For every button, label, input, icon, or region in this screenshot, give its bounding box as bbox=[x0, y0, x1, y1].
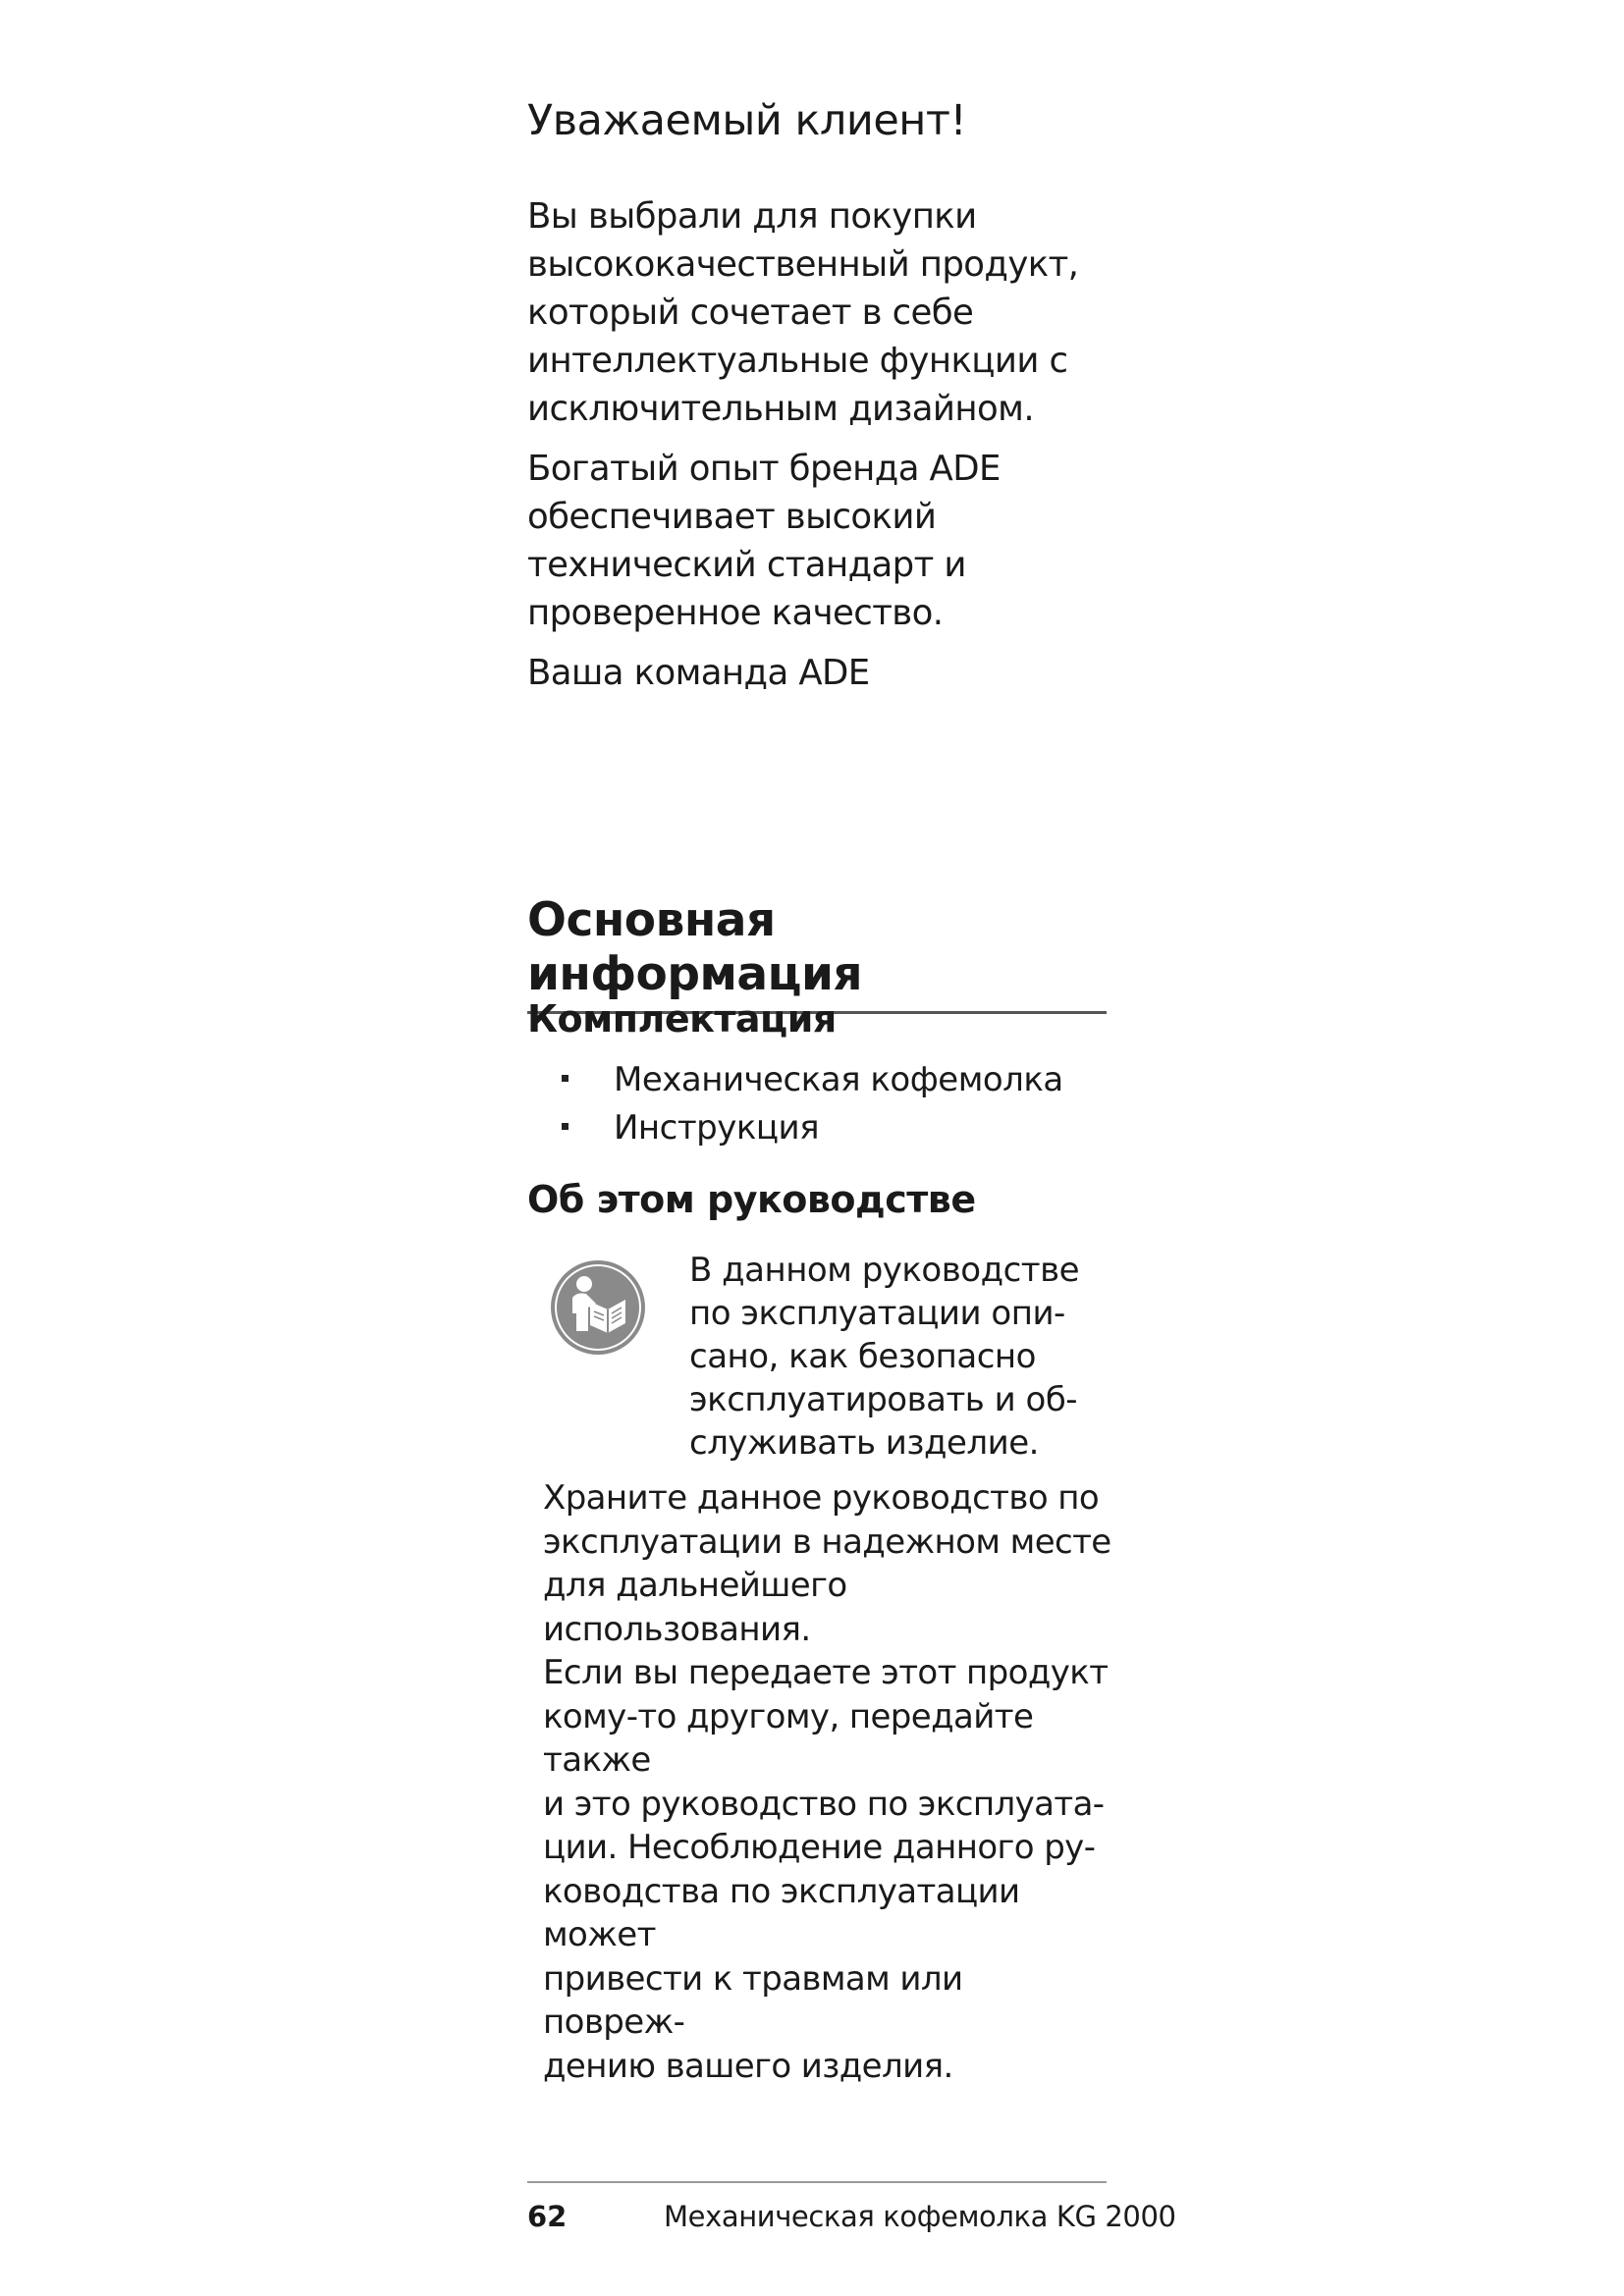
text-line: служивать изделие. bbox=[689, 1423, 1039, 1463]
text-line: Богатый опыт бренда ADE bbox=[527, 449, 1001, 489]
text-line: ции. Несоблюдение данного ру- bbox=[543, 1828, 1096, 1867]
text-line: сано, как безопасно bbox=[689, 1337, 1036, 1376]
text-line: эксплуатации в надежном месте bbox=[543, 1522, 1111, 1562]
bullet-icon bbox=[562, 1075, 568, 1082]
intro-paragraph-2 bbox=[527, 445, 1116, 637]
text-line: кому-то другому, передайте также bbox=[543, 1696, 1034, 1780]
text-line: по эксплуатации опи- bbox=[689, 1294, 1065, 1333]
package-contents-title: Комплектация bbox=[527, 997, 837, 1041]
package-contents-list bbox=[560, 1056, 1063, 1152]
about-manual-title: Об этом руководстве bbox=[527, 1178, 976, 1221]
text-line: и это руководство по эксплуата- bbox=[543, 1784, 1105, 1824]
text-line: для дальнейшего использования. bbox=[543, 1566, 847, 1649]
text-line: интеллектуальные функции с bbox=[527, 341, 1068, 381]
text-line: дению вашего изделия. bbox=[543, 2046, 953, 2086]
signature: Ваша команда ADE bbox=[527, 653, 870, 693]
intro-text bbox=[527, 192, 1116, 709]
list-item bbox=[560, 1104, 1063, 1152]
text-line: технический стандарт и bbox=[527, 545, 966, 585]
text-line: который сочетает в себе bbox=[527, 293, 974, 333]
greeting-title: Уважаемый клиент! bbox=[527, 96, 967, 145]
intro-paragraph-1 bbox=[527, 192, 1116, 433]
manual-description bbox=[689, 1249, 1102, 1465]
bullet-icon bbox=[562, 1123, 568, 1130]
text-line: привести к травмам или повреж- bbox=[543, 1958, 963, 2042]
footer-divider bbox=[527, 2181, 1107, 2183]
section-title: Основная информация bbox=[527, 893, 1107, 1014]
list-item-label: Механическая кофемолка bbox=[614, 1060, 1063, 1099]
text-line: высококачественный продукт, bbox=[527, 244, 1079, 285]
text-line: исключительным дизайном. bbox=[527, 389, 1035, 429]
text-line: эксплуатировать и об- bbox=[689, 1380, 1078, 1419]
manual-storage-notice bbox=[543, 1476, 1112, 2088]
manual-reading-icon bbox=[549, 1258, 647, 1357]
footer-product-name: Механическая кофемолка KG 2000 bbox=[664, 2200, 1176, 2233]
list-item-label: Инструкция bbox=[614, 1108, 820, 1148]
text-line: проверенное качество. bbox=[527, 593, 944, 633]
text-line: Если вы передаете этот продукт bbox=[543, 1653, 1109, 1692]
page-number: 62 bbox=[527, 2200, 568, 2233]
text-line: ководства по эксплуатации может bbox=[543, 1871, 1020, 1954]
list-item bbox=[560, 1056, 1063, 1104]
text-line: В данном руководстве bbox=[689, 1251, 1080, 1290]
text-line: обеспечивает высокий bbox=[527, 497, 937, 537]
text-line: Вы выбрали для покупки bbox=[527, 196, 977, 237]
text-line: Храните данное руководство по bbox=[543, 1478, 1100, 1518]
